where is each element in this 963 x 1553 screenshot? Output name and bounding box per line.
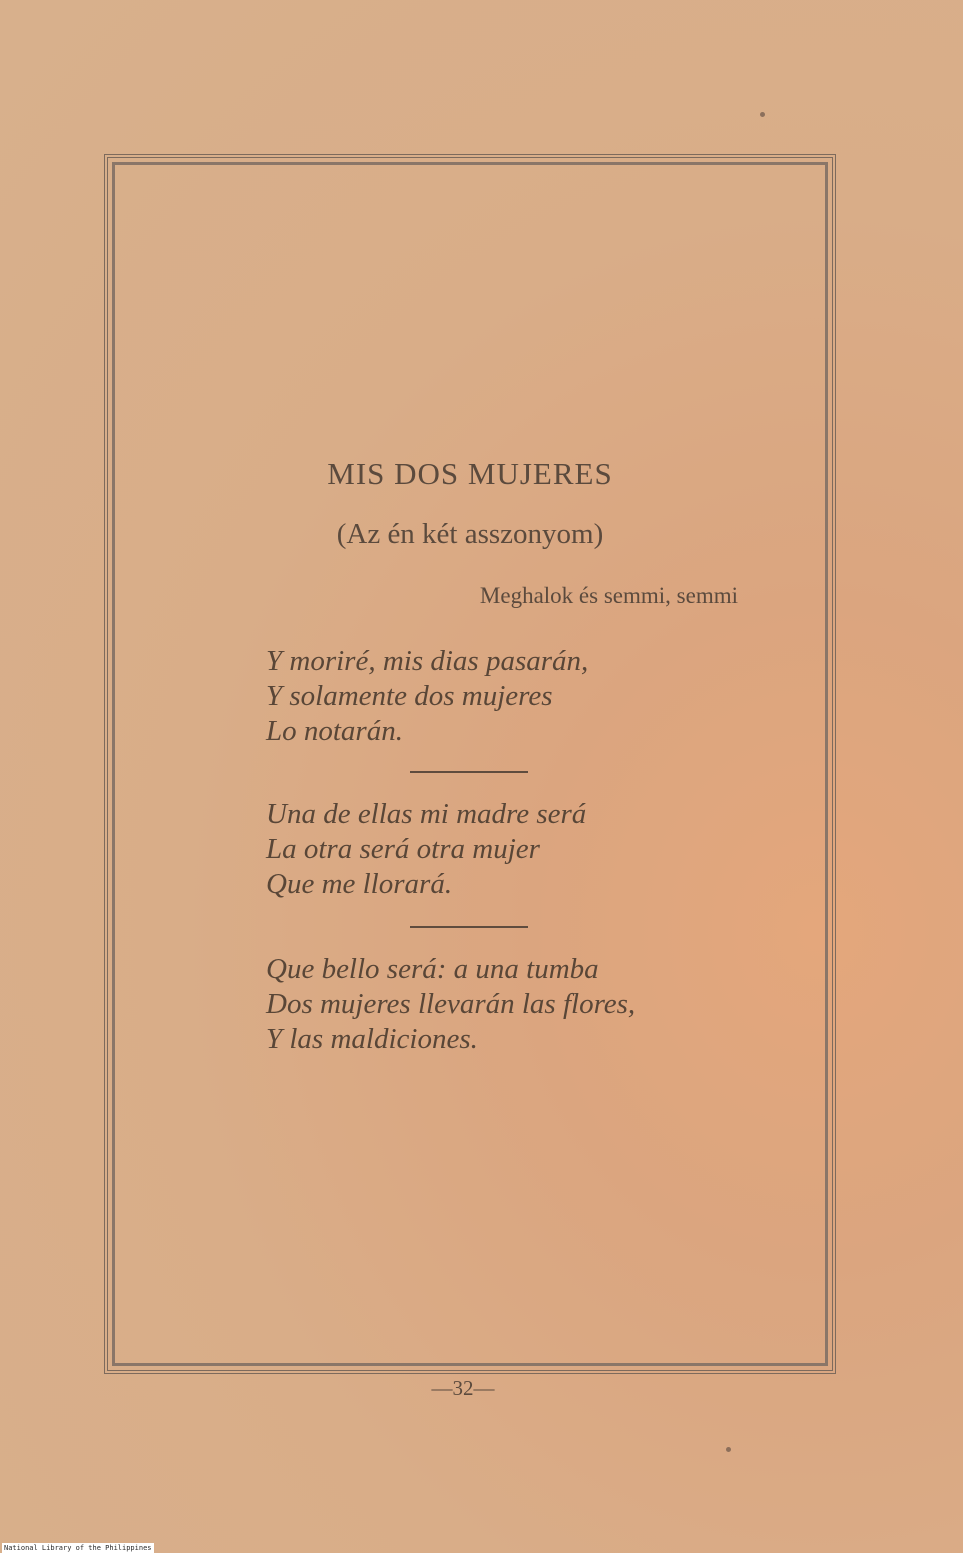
verse-line: Lo notarán. [266,715,403,747]
library-credit: National Library of the Philippines [4,1544,152,1552]
verse-line: Y las maldiciones. [266,1023,478,1055]
stanza-2 [266,797,586,902]
verse-line: Y solamente dos mujeres [266,680,553,712]
page-border-inner [112,162,828,1366]
verse-line: Que me llorará. [266,868,453,900]
verse-line: Y moriré, mis dias pasarán, [266,645,589,677]
poem-title: MIS DOS MUJERES [327,456,613,491]
verse-line: Dos mujeres llevarán las flores, [266,988,636,1020]
stanza-divider [410,926,528,928]
poem-subtitle: (Az én két asszonyom) [336,518,604,550]
paper-speck [760,112,765,117]
verse-line: La otra será otra mujer [266,833,540,865]
poem-epigraph: Meghalok és semmi, semmi [479,583,738,608]
stanza-3 [266,952,635,1057]
stanza-divider [410,771,528,773]
verse-line: Que bello será: a una tumba [266,953,599,985]
verse-line: Una de ellas mi madre será [266,798,587,830]
stanza-1 [266,644,588,749]
page-number: —32— [431,1376,495,1400]
paper-speck [726,1447,731,1452]
